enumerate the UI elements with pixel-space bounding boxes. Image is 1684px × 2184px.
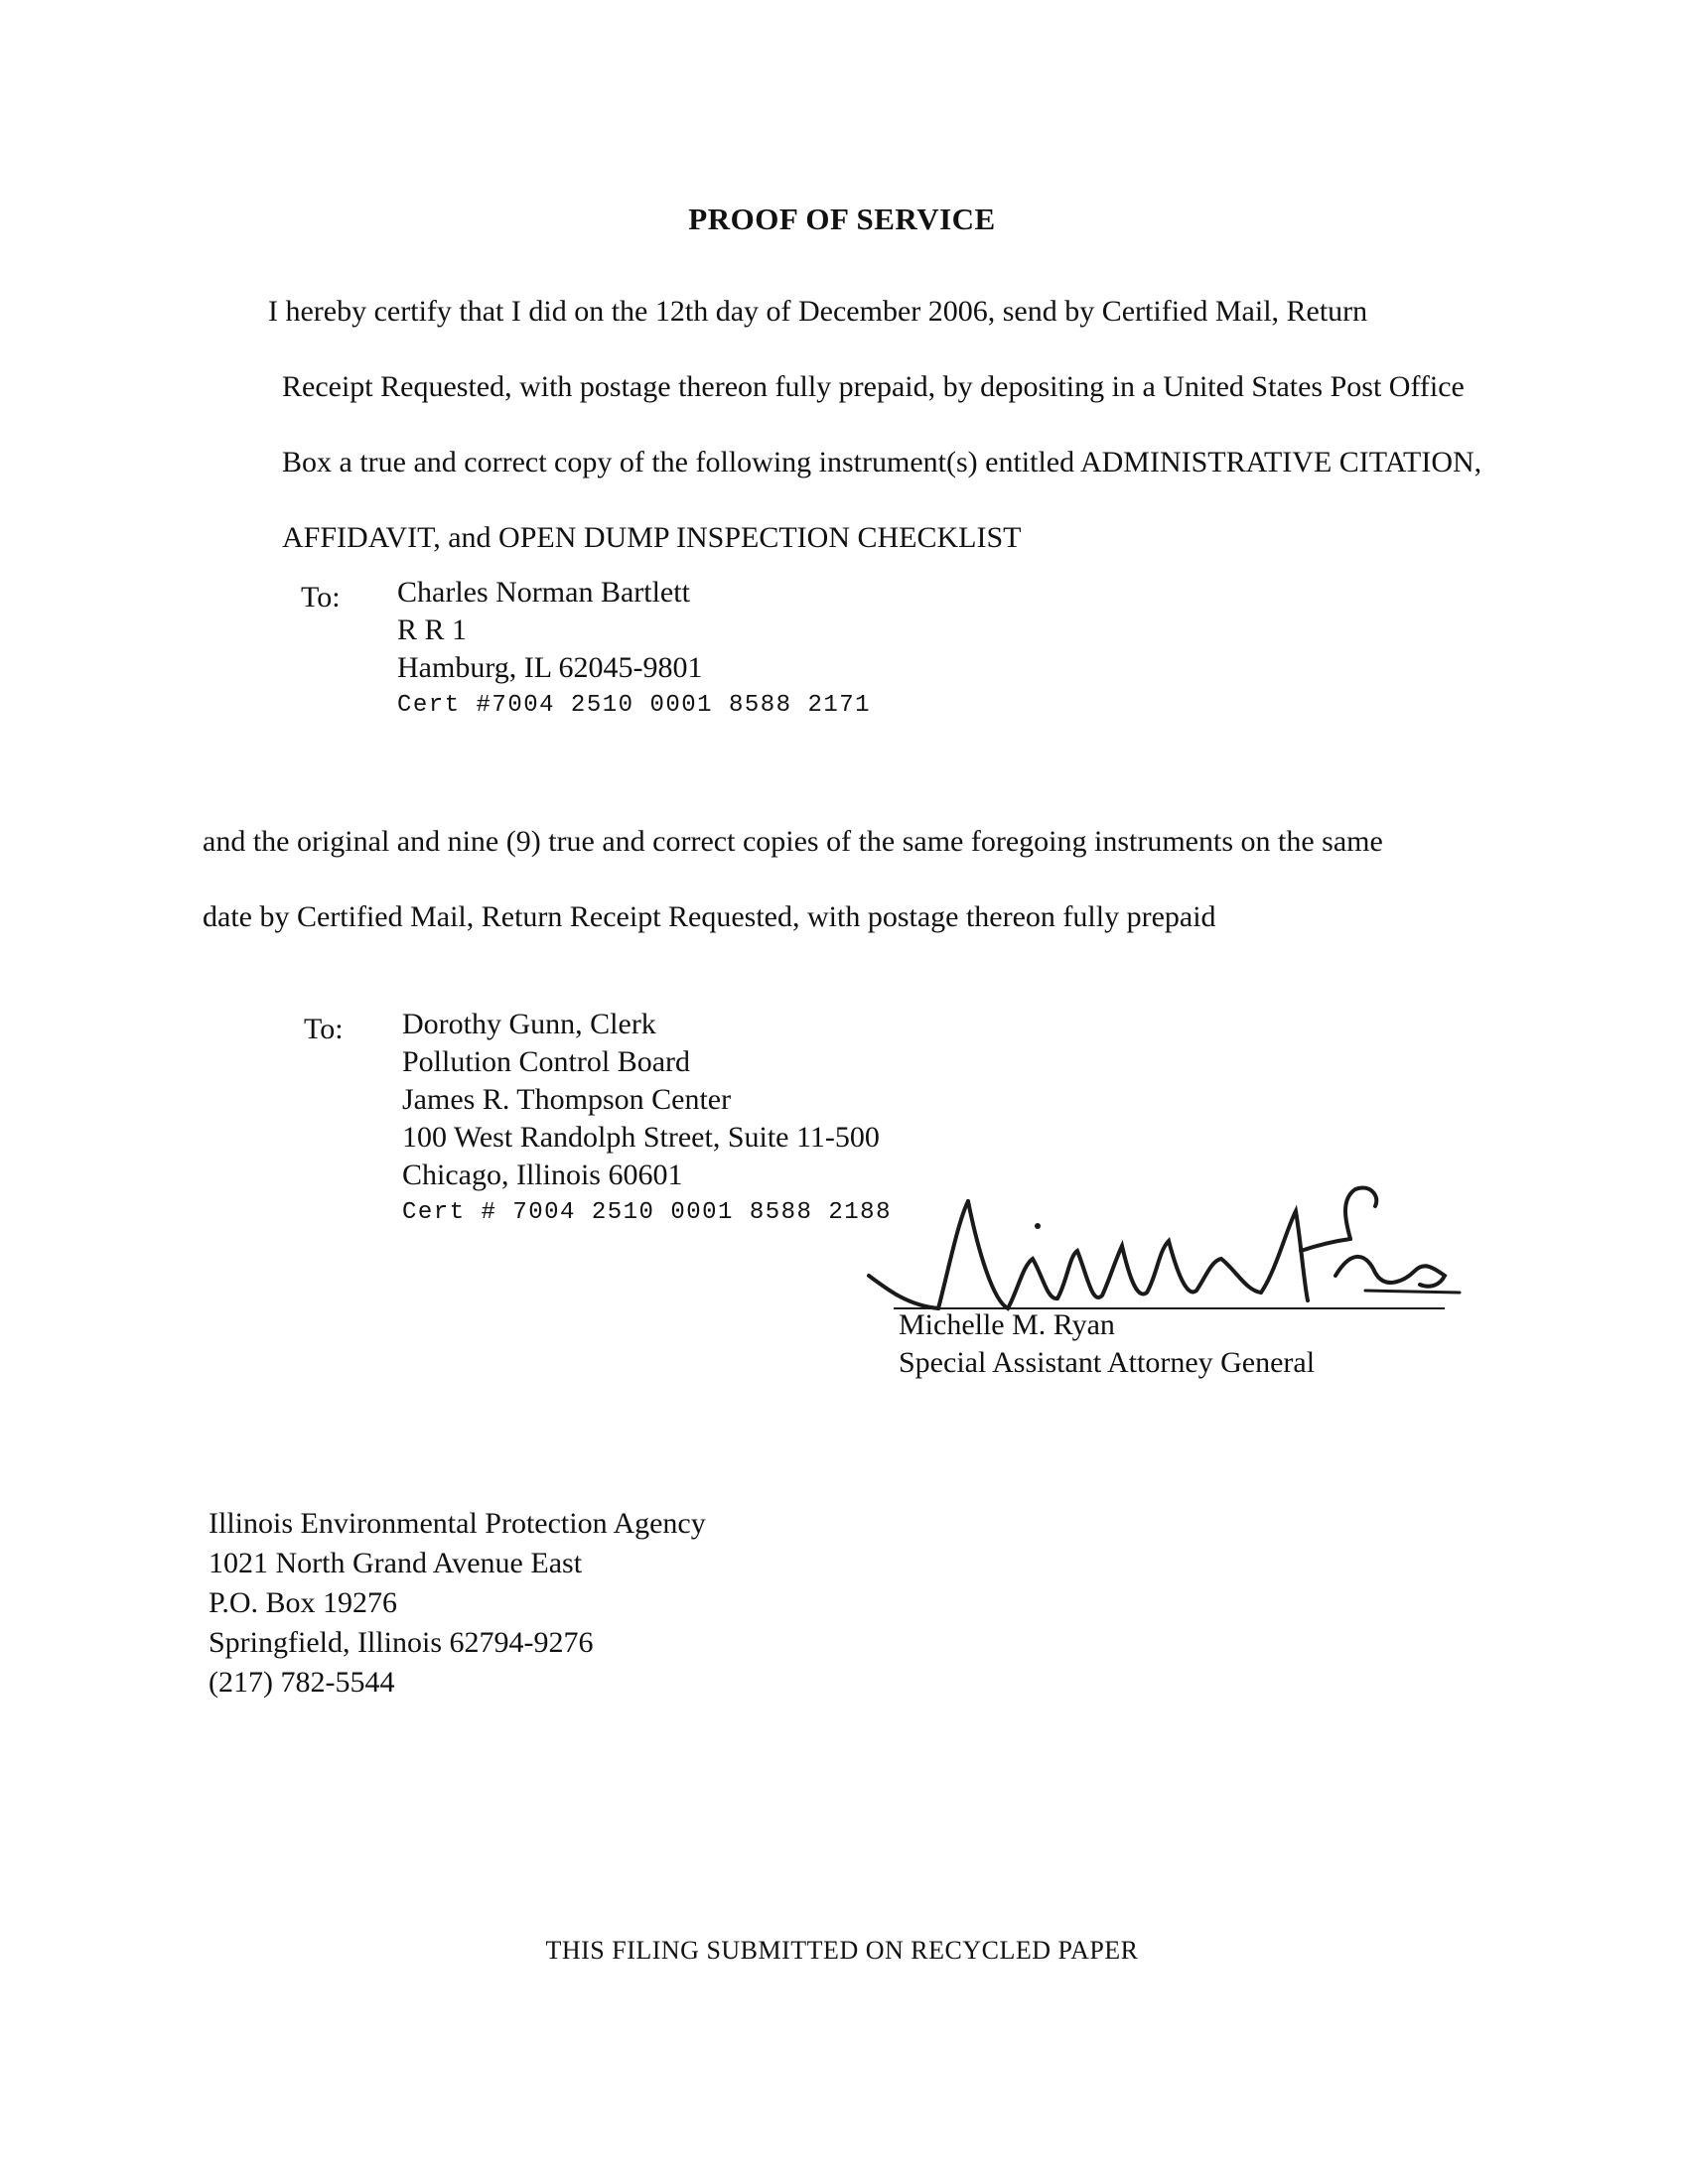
to-label: To: <box>304 1013 344 1045</box>
address-line: Charles Norman Bartlett <box>397 576 690 609</box>
address-line: Chicago, Illinois 60601 <box>402 1159 683 1191</box>
certification-paragraph <box>203 274 1493 576</box>
agency-line: Illinois Environmental Protection Agency <box>209 1507 706 1540</box>
paragraph-line: date by Certified Mail, Return Receipt Requested, with postage thereon fully prepaid <box>203 900 1216 933</box>
paragraph-line: and the original and nine (9) true and correct copies of the same foregoing instruments on the same <box>203 825 1383 858</box>
footer-note: THIS FILING SUBMITTED ON RECYCLED PAPER <box>545 1936 1139 1965</box>
certification-line: Box a true and correct copy of the following instrument(s) entitled ADMINISTRATIVE CITATION, <box>282 446 1482 478</box>
address-line: James R. Thompson Center <box>402 1083 732 1116</box>
agency-line: Springfield, Illinois 62794-9276 <box>209 1626 594 1659</box>
agency-line: 1021 North Grand Avenue East <box>209 1547 583 1579</box>
certification-line: Receipt Requested, with postage thereon fully prepaid, by depositing in a United States Post Office <box>282 370 1465 403</box>
agency-address <box>209 1504 706 1703</box>
recipient-2-address <box>402 1006 892 1232</box>
agency-line: P.O. Box 19276 <box>209 1586 398 1619</box>
address-line: Hamburg, IL 62045-9801 <box>397 651 703 684</box>
certification-line: I hereby certify that I did on the 12th day of December 2006, send by Certified Mail, Return <box>268 295 1368 328</box>
signer-name: Michelle M. Ryan <box>899 1308 1115 1341</box>
certification-line: AFFIDAVIT, and OPEN DUMP INSPECTION CHECKLIST <box>282 521 1022 554</box>
signer-title: Special Assistant Attorney General <box>899 1346 1316 1379</box>
address-line: Dorothy Gunn, Clerk <box>402 1008 656 1040</box>
recipient-1-address <box>397 574 871 725</box>
address-line: Pollution Control Board <box>402 1045 691 1078</box>
signer-block <box>899 1306 1315 1382</box>
cert-number: Cert #7004 2510 0001 8588 2171 <box>397 692 872 719</box>
address-line: 100 West Randolph Street, Suite 11-500 <box>402 1121 880 1154</box>
document-title: PROOF OF SERVICE <box>688 202 996 236</box>
second-paragraph <box>203 804 1493 955</box>
to-label: To: <box>301 581 341 614</box>
address-line: R R 1 <box>397 614 468 646</box>
agency-line: (217) 782-5544 <box>209 1666 395 1699</box>
cert-number: Cert # 7004 2510 0001 8588 2188 <box>402 1199 892 1226</box>
